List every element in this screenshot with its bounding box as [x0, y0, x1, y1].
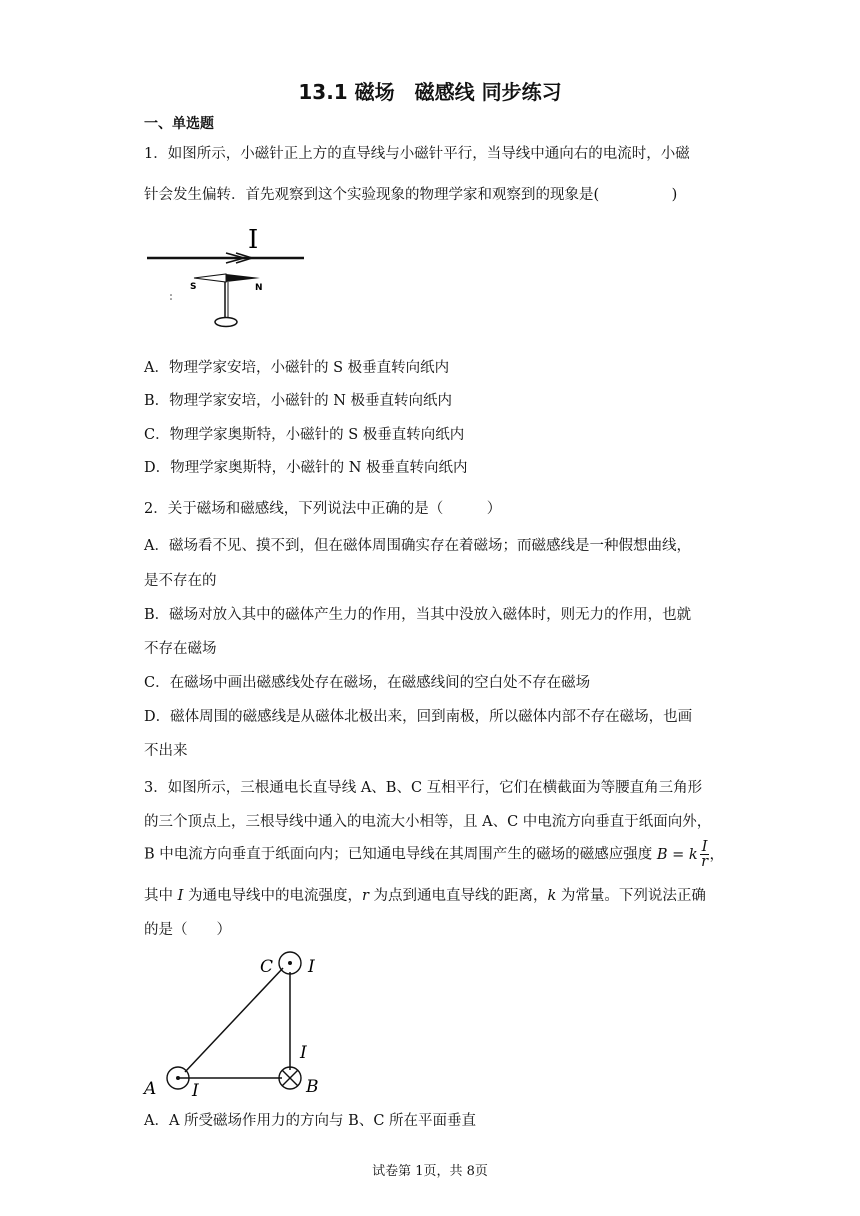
q2-option-a-line-1: A．磁场看不见、摸不到，但在磁体周围确实存在着磁场；而磁感线是一种假想曲线， [144, 538, 691, 554]
q2-option-c: C．在磁场中画出磁感线处存在磁场，在磁感线间的空白处不存在磁场 [144, 675, 591, 691]
q1-fig-current-label: I [248, 225, 259, 255]
q3-stem-line-1: 3．如图所示，三根通电长直导线 A、B、C 互相平行，它们在横截面为等腰直角三角形 [144, 780, 703, 796]
q3-fig-b-current: I [300, 1043, 307, 1063]
q3-formula [656, 839, 724, 870]
q2-option-d-line-2: 不出来 [144, 743, 188, 759]
q1-option-d: D．物理学家奥斯特，小磁针的 N 极垂直转向纸内 [144, 460, 468, 476]
q1-figure [144, 222, 314, 334]
formula-k: k [688, 846, 698, 863]
page-title: 13.1 磁场 磁感线 同步练习 [298, 80, 562, 104]
q3-stem-line-5: 的是（ ） [144, 922, 231, 938]
q2-option-a-line-2: 是不存在的 [144, 573, 217, 589]
q3-fig-c-current: I [308, 957, 315, 977]
q2-stem: 2．关于磁场和磁感线，下列说法中正确的是（ ） [144, 501, 502, 517]
q3-fig-c-label: C [260, 957, 274, 977]
section-heading: 一、单选题 [144, 116, 214, 132]
q2-option-b-line-1: B．磁场对放入其中的磁体产生力的作用，当其中没放入磁体时，则无力的作用，也就 [144, 607, 692, 623]
q3-fig-a-current: I [192, 1081, 199, 1096]
q3-fig-b-label: B [306, 1077, 319, 1096]
q1-option-a: A．物理学家安培，小磁针的 S 极垂直转向纸内 [144, 360, 450, 376]
q3-option-a: A．A 所受磁场作用力的方向与 B、C 所在平面垂直 [144, 1113, 477, 1129]
q1-stem-line-2: 针会发生偏转．首先观察到这个实验现象的物理学家和观察到的现象是( ) [144, 187, 678, 203]
q2-option-b-line-2: 不存在磁场 [144, 641, 217, 657]
q3-stem-line-3 [144, 840, 724, 869]
q3-stem-line-2: 的三个顶点上，三根导线中通入的电流大小相等，且 A、C 中电流方向垂直于纸面向外， [144, 814, 712, 830]
q1-stem-line-1: 1．如图所示，小磁针正上方的直导线与小磁针平行，当导线中通向右的电流时，小磁 [144, 146, 690, 162]
q3-stem-line-3-text: B 中电流方向垂直于纸面向内；已知通电导线在其周围产生的磁场的磁感应强度 [144, 846, 653, 863]
formula-eq: = [667, 846, 689, 863]
q2-option-d-line-1: D．磁体周围的磁感线是从磁体北极出来，回到南极，所以磁体内部不存在磁场，也画 [144, 709, 693, 725]
page-footer: 试卷第 1页，共 8页 [372, 1164, 488, 1179]
formula-tail: ， [709, 846, 724, 863]
q1-option-c: C．物理学家奥斯特，小磁针的 S 极垂直转向纸内 [144, 427, 465, 443]
formula-denominator: r [701, 854, 709, 870]
q1-fig-n-label: N [255, 283, 263, 293]
q3-fig-a-label: A [144, 1079, 157, 1096]
q3-stem-line-4: 其中 I 为通电导线中的电流强度，r 为点到通电直导线的距离，k 为常量。下列说法正确 [144, 888, 706, 904]
formula-fraction [700, 840, 710, 869]
q1-fig-s-label: S [190, 282, 197, 292]
q1-option-b: B．物理学家安培，小磁针的 N 极垂直转向纸内 [144, 393, 453, 409]
q3-figure [140, 944, 340, 1096]
formula-lhs: B [656, 846, 668, 863]
formula-numerator: I [701, 839, 708, 855]
